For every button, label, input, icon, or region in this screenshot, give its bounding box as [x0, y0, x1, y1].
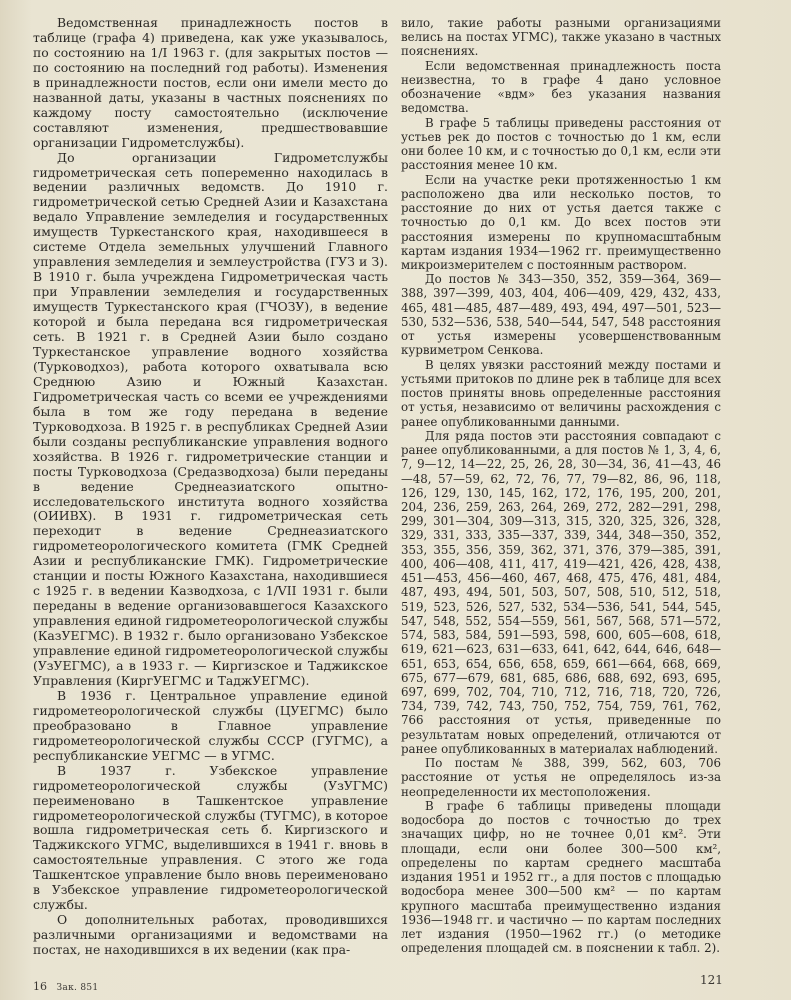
paragraph: В графе 5 таблицы приведены расстояния от устьев рек до постов с точностью до 1 км, если они более 10 км, и с точностью до 0,1 км, если эти расстояния менее 10 км.: [401, 115, 721, 173]
paragraph: Если ведомственная принадлежность поста неизвестна, то в графе 4 дано условное обозначение «вдм» без указания названия ведомства.: [401, 58, 721, 116]
paragraph: О дополнительных работах, проводившихся различными организациями и ведомствами на постах, не находившихся в их ведении (как пра-: [33, 912, 388, 958]
paragraph: До постов № 343—350, 352, 359—364, 369—388, 397—399, 403, 404, 406—409, 429, 432, 433, 465, 481—485, 487—489, 493, 494, 497—501, 523—530, 532—536, 538, 540—544, 547, 548 расстояния от устья измерены усовершенствованным курвиметром Сенкова.: [401, 272, 721, 358]
paragraph: По постам № 388, 399, 562, 603, 706 расстояние от устья не определялось из-за неопределенности их местоположения.: [401, 756, 721, 799]
paragraph-continuation: вило, такие работы разными организациями велись на постах УГМС), также указано в частных пояснениях.: [401, 16, 721, 59]
paragraph: В 1936 г. Центральное управление единой гидрометеорологической службы (ЦУЕГМС) было преобразовано в Главное управление гидрометеорологической службы СССР (ГУГМС), а республиканские УЕГМС — в УГМС.: [33, 687, 388, 763]
paragraph: До организации Гидрометслужбы гидрометрическая сеть попеременно находилась в ведении различных ведомств. До 1910 г. гидрометрической сетью Средней Азии и Казахстана ведало Управление земледелия и государственных имуществ Туркестанского края, находившееся в системе Отдела земельных улучшений Главного управления земледелия и землеустройства (ГУЗ и З). В 1910 г. была учреждена Гидрометрическая часть при Управлении земледелия и государственных имуществ Туркестанского края (ГЧОЗУ), в ведение которой и была передана вся гидрометрическая сеть. В 1921 г. в Средней Азии было создано Туркестанское управление водного хозяйства (Турководхоз), работа которого охватывала всю Среднюю Азию и Южный Казахстан. Гидрометрическая часть со всеми ее учреждениями была в том же году передана в ведение Турководхоза. В 1925 г. в республиках Средней Азии были созданы республиканские управления водного хозяйства. В 1926 г. гидрометрические станции и посты Турководхоза (Средазводхоза) были переданы в ведение Среднеазиатского опытно-исследовательского института водного хозяйства (ОИИВХ). В 1931 г. гидрометрическая сеть переходит в ведение Среднеазиатского гидрометеорологического комитета (ГМК Средней Азии и республиканские ГМК). Гидрометрические станции и посты Южного Казахстана, находившиеся с 1925 г. в ведении Казводхоза, с 1/VII 1931 г. были переданы в ведение организовавшегося Казахского управления единой гидрометеорологической службы (КазУЕГМС). В 1932 г. было организовано Узбекское управление единой гидрометеорологической службы (УзУЕГМС), а в 1933 г. — Киргизское и Таджикское Управления (КиргУЕГМС и ТаджУЕГМС).: [33, 149, 389, 688]
left-text-column: [33, 16, 388, 958]
paragraph: В графе 6 таблицы приведены площади водосбора до постов с точностью до трех значащих цифр, но не точнее 0,01 км². Эти площади, если они более 300—500 км², определены по картам среднего масштаба издания 1951 и 1952 гг., а для постов с площадью водосбора менее 300—500 км² — по картам крупного масштаба преимущественно издания 1936—1948 гг. и частично — по картам последних лет издания (1950—1962 гг.) (о методике определения площадей см. в пояснении к табл. 2).: [401, 798, 721, 956]
signature-number: 16: [33, 980, 47, 993]
right-text-column: [401, 16, 721, 955]
signature-order-note: Зак. 851: [56, 983, 99, 993]
page-number: 121: [700, 973, 723, 987]
printer-signature: [33, 980, 98, 993]
paragraph: В 1937 г. Узбекское управление гидрометеорологической службы (УзУГМС) переименовано в Ташкентское управление гидрометеорологической службы (ТУГМС), в которое вошла гидрометрическая сеть б. Киргизского и Таджикского УГМС, выделившихся в 1941 г. вновь в самостоятельные управления. С этого же года Ташкентское управление было вновь переименовано в Узбекское управление гидрометеорологической службы.: [33, 762, 388, 913]
paragraph: Ведомственная принадлежность постов в таблице (графа 4) приведена, как уже указывалось, по состоянию на 1/I 1963 г. (для закрытых постов — по состоянию на последний год работы). Изменения в принадлежности постов, если они имели место до названной даты, указаны в частных пояснениях по каждому посту самостоятельно (исключение составляют изменения, предшествовавшие организации Гидрометслужбы).: [33, 15, 388, 150]
paragraph: Для ряда постов эти расстояния совпадают с ранее опубликованными, а для постов № 1, 3, 4, 6, 7, 9—12, 14—22, 25, 26, 28, 30—34, 36, 41—43, 46—48, 57—59, 62, 72, 76, 77, 79—82, 86, 96, 118, 126, 129, 130, 145, 162, 172, 176, 195, 200, 201, 204, 236, 259, 263, 264, 269, 272, 282—291, 298, 299, 301—304, 309—313, 315, 320, 325, 326, 328, 329, 331, 333, 335—337, 339, 344, 348—350, 352, 353, 355, 356, 359, 362, 371, 376, 379—385, 391, 400, 406—408, 411, 417, 419—421, 426, 428, 438, 451—453, 456—460, 467, 468, 475, 476, 481, 484, 487, 493, 494, 501, 503, 507, 508, 510, 512, 518, 519, 523, 526, 527, 532, 534—536, 541, 544, 545, 547, 548, 552, 554—559, 561, 567, 568, 571—572, 574, 583, 584, 591—593, 598, 600, 605—608, 618, 619, 621—623, 631—633, 641, 642, 644, 646, 648—651, 653, 654, 656, 658, 659, 661—664, 668, 669, 675, 677—679, 681, 685, 686, 688, 692, 693, 695, 697, 699, 702, 704, 710, 712, 716, 718, 720, 726, 734, 739, 742, 743, 750, 752, 754, 759, 761, 762, 766 расстояния от устья, приведенные по результатам новых определений, отличаются от ранее опубликованных в материалах наблюдений.: [401, 428, 721, 756]
paragraph: Если на участке реки протяженностью 1 км расположено два или несколько постов, то расстояние до них от устья дается также с точностью до 0,1 км. До всех постов эти расстояния измерены по крупномасштабным картам издания 1934—1962 гг. преимущественно микроизмерителем с постоянным раствором.: [401, 172, 721, 272]
paragraph: В целях увязки расстояний между постами и устьями притоков по длине рек в таблице для всех постов приняты вновь определенные расстояния от устья, независимо от величины расхождения с ранее опубликованными данными.: [401, 357, 721, 429]
